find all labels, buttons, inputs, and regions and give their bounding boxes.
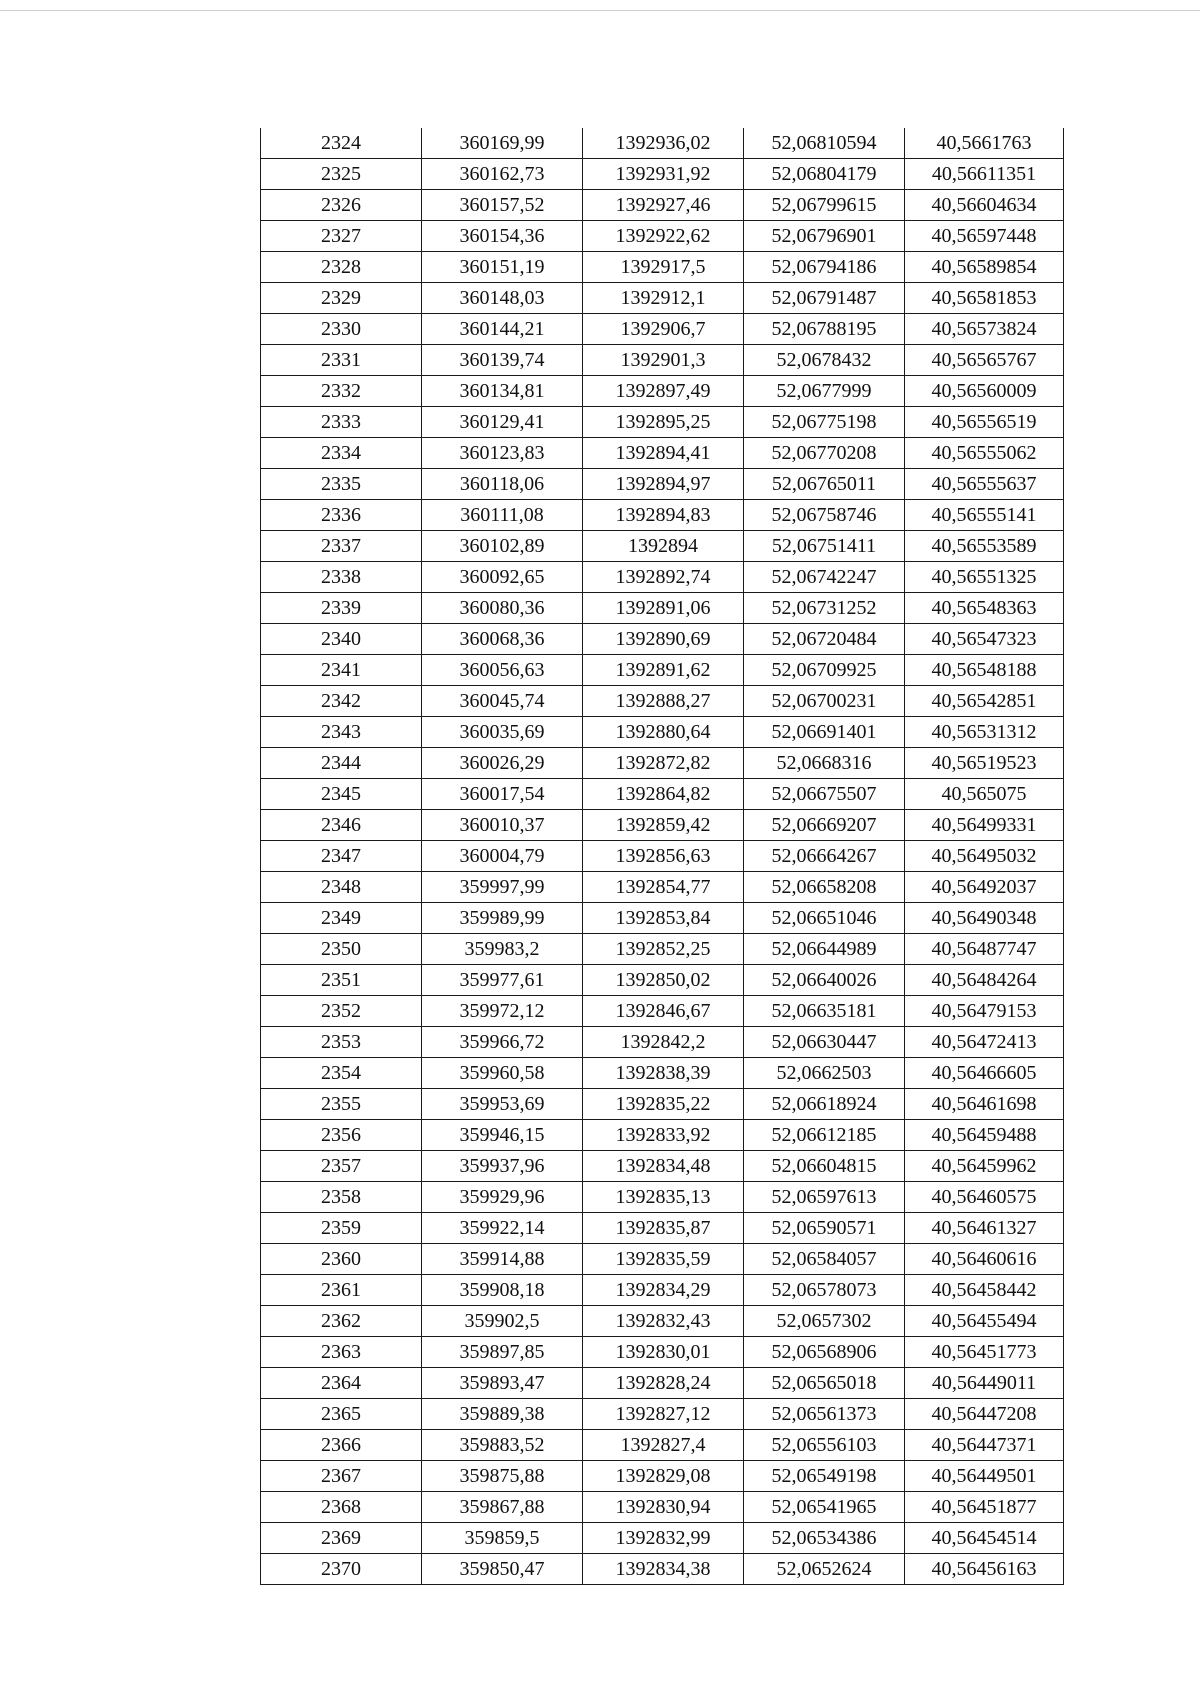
- longitude-cell: 40,56551325: [905, 562, 1064, 593]
- x-coordinate-cell: 359859,5: [422, 1523, 583, 1554]
- latitude-cell: 52,0668316: [744, 748, 905, 779]
- latitude-cell: 52,06700231: [744, 686, 905, 717]
- table-row: [261, 1492, 1064, 1523]
- longitude-cell: 40,56466605: [905, 1058, 1064, 1089]
- x-coordinate-cell: 359983,2: [422, 934, 583, 965]
- point-number-cell: 2338: [261, 562, 422, 593]
- table-row: [261, 996, 1064, 1027]
- y-coordinate-cell: 1392859,42: [583, 810, 744, 841]
- x-coordinate-cell: 360129,41: [422, 407, 583, 438]
- x-coordinate-cell: 360169,99: [422, 128, 583, 159]
- table-row: [261, 190, 1064, 221]
- y-coordinate-cell: 1392854,77: [583, 872, 744, 903]
- latitude-cell: 52,06765011: [744, 469, 905, 500]
- point-number-cell: 2340: [261, 624, 422, 655]
- point-number-cell: 2357: [261, 1151, 422, 1182]
- y-coordinate-cell: 1392827,12: [583, 1399, 744, 1430]
- latitude-cell: 52,06810594: [744, 128, 905, 159]
- longitude-cell: 40,56555141: [905, 500, 1064, 531]
- x-coordinate-cell: 360056,63: [422, 655, 583, 686]
- table-row: [261, 624, 1064, 655]
- point-number-cell: 2353: [261, 1027, 422, 1058]
- point-number-cell: 2342: [261, 686, 422, 717]
- x-coordinate-cell: 360139,74: [422, 345, 583, 376]
- x-coordinate-cell: 359977,61: [422, 965, 583, 996]
- y-coordinate-cell: 1392835,22: [583, 1089, 744, 1120]
- x-coordinate-cell: 359972,12: [422, 996, 583, 1027]
- y-coordinate-cell: 1392828,24: [583, 1368, 744, 1399]
- latitude-cell: 52,06788195: [744, 314, 905, 345]
- y-coordinate-cell: 1392890,69: [583, 624, 744, 655]
- latitude-cell: 52,0657302: [744, 1306, 905, 1337]
- point-number-cell: 2332: [261, 376, 422, 407]
- latitude-cell: 52,06658208: [744, 872, 905, 903]
- latitude-cell: 52,06541965: [744, 1492, 905, 1523]
- table-row: [261, 252, 1064, 283]
- y-coordinate-cell: 1392832,43: [583, 1306, 744, 1337]
- latitude-cell: 52,06691401: [744, 717, 905, 748]
- y-coordinate-cell: 1392835,59: [583, 1244, 744, 1275]
- table-row: [261, 221, 1064, 252]
- y-coordinate-cell: 1392894,41: [583, 438, 744, 469]
- y-coordinate-cell: 1392894,97: [583, 469, 744, 500]
- point-number-cell: 2359: [261, 1213, 422, 1244]
- latitude-cell: 52,06804179: [744, 159, 905, 190]
- x-coordinate-cell: 360134,81: [422, 376, 583, 407]
- point-number-cell: 2334: [261, 438, 422, 469]
- x-coordinate-cell: 359929,96: [422, 1182, 583, 1213]
- latitude-cell: 52,06775198: [744, 407, 905, 438]
- latitude-cell: 52,06584057: [744, 1244, 905, 1275]
- latitude-cell: 52,06675507: [744, 779, 905, 810]
- table-row: [261, 1554, 1064, 1585]
- x-coordinate-cell: 360151,19: [422, 252, 583, 283]
- longitude-cell: 40,56490348: [905, 903, 1064, 934]
- x-coordinate-cell: 360035,69: [422, 717, 583, 748]
- y-coordinate-cell: 1392835,87: [583, 1213, 744, 1244]
- y-coordinate-cell: 1392834,48: [583, 1151, 744, 1182]
- y-coordinate-cell: 1392838,39: [583, 1058, 744, 1089]
- longitude-cell: 40,56459962: [905, 1151, 1064, 1182]
- point-number-cell: 2366: [261, 1430, 422, 1461]
- x-coordinate-cell: 359937,96: [422, 1151, 583, 1182]
- y-coordinate-cell: 1392827,4: [583, 1430, 744, 1461]
- longitude-cell: 40,56548188: [905, 655, 1064, 686]
- longitude-cell: 40,56460616: [905, 1244, 1064, 1275]
- table-row: [261, 562, 1064, 593]
- longitude-cell: 40,56581853: [905, 283, 1064, 314]
- table-row: [261, 686, 1064, 717]
- longitude-cell: 40,56447208: [905, 1399, 1064, 1430]
- table-row: [261, 1244, 1064, 1275]
- y-coordinate-cell: 1392892,74: [583, 562, 744, 593]
- longitude-cell: 40,56460575: [905, 1182, 1064, 1213]
- point-number-cell: 2329: [261, 283, 422, 314]
- x-coordinate-cell: 359997,99: [422, 872, 583, 903]
- latitude-cell: 52,06644989: [744, 934, 905, 965]
- longitude-cell: 40,56499331: [905, 810, 1064, 841]
- x-coordinate-cell: 360157,52: [422, 190, 583, 221]
- latitude-cell: 52,0678432: [744, 345, 905, 376]
- point-number-cell: 2327: [261, 221, 422, 252]
- y-coordinate-cell: 1392853,84: [583, 903, 744, 934]
- table-row: [261, 345, 1064, 376]
- point-number-cell: 2333: [261, 407, 422, 438]
- y-coordinate-cell: 1392936,02: [583, 128, 744, 159]
- longitude-cell: 40,56484264: [905, 965, 1064, 996]
- latitude-cell: 52,06640026: [744, 965, 905, 996]
- point-number-cell: 2325: [261, 159, 422, 190]
- longitude-cell: 40,56495032: [905, 841, 1064, 872]
- latitude-cell: 52,06568906: [744, 1337, 905, 1368]
- longitude-cell: 40,56555062: [905, 438, 1064, 469]
- table-row: [261, 655, 1064, 686]
- y-coordinate-cell: 1392830,94: [583, 1492, 744, 1523]
- table-row: [261, 469, 1064, 500]
- table-row: [261, 779, 1064, 810]
- table-row: [261, 159, 1064, 190]
- longitude-cell: 40,56531312: [905, 717, 1064, 748]
- point-number-cell: 2368: [261, 1492, 422, 1523]
- point-number-cell: 2369: [261, 1523, 422, 1554]
- table-row: [261, 934, 1064, 965]
- latitude-cell: 52,06742247: [744, 562, 905, 593]
- latitude-cell: 52,06630447: [744, 1027, 905, 1058]
- y-coordinate-cell: 1392888,27: [583, 686, 744, 717]
- point-number-cell: 2347: [261, 841, 422, 872]
- x-coordinate-cell: 359922,14: [422, 1213, 583, 1244]
- latitude-cell: 52,06664267: [744, 841, 905, 872]
- point-number-cell: 2349: [261, 903, 422, 934]
- longitude-cell: 40,56573824: [905, 314, 1064, 345]
- y-coordinate-cell: 1392922,62: [583, 221, 744, 252]
- point-number-cell: 2350: [261, 934, 422, 965]
- x-coordinate-cell: 359960,58: [422, 1058, 583, 1089]
- longitude-cell: 40,56555637: [905, 469, 1064, 500]
- coordinates-table-body: [261, 128, 1064, 1585]
- longitude-cell: 40,56597448: [905, 221, 1064, 252]
- x-coordinate-cell: 359989,99: [422, 903, 583, 934]
- x-coordinate-cell: 359902,5: [422, 1306, 583, 1337]
- table-row: [261, 1523, 1064, 1554]
- y-coordinate-cell: 1392897,49: [583, 376, 744, 407]
- point-number-cell: 2324: [261, 128, 422, 159]
- y-coordinate-cell: 1392856,63: [583, 841, 744, 872]
- point-number-cell: 2337: [261, 531, 422, 562]
- longitude-cell: 40,56451877: [905, 1492, 1064, 1523]
- x-coordinate-cell: 360092,65: [422, 562, 583, 593]
- longitude-cell: 40,56519523: [905, 748, 1064, 779]
- longitude-cell: 40,56447371: [905, 1430, 1064, 1461]
- point-number-cell: 2336: [261, 500, 422, 531]
- y-coordinate-cell: 1392864,82: [583, 779, 744, 810]
- longitude-cell: 40,56589854: [905, 252, 1064, 283]
- latitude-cell: 52,06791487: [744, 283, 905, 314]
- x-coordinate-cell: 359883,52: [422, 1430, 583, 1461]
- table-row: [261, 1089, 1064, 1120]
- point-number-cell: 2348: [261, 872, 422, 903]
- latitude-cell: 52,0662503: [744, 1058, 905, 1089]
- latitude-cell: 52,06561373: [744, 1399, 905, 1430]
- point-number-cell: 2343: [261, 717, 422, 748]
- x-coordinate-cell: 359893,47: [422, 1368, 583, 1399]
- table-row: [261, 1182, 1064, 1213]
- y-coordinate-cell: 1392850,02: [583, 965, 744, 996]
- x-coordinate-cell: 359914,88: [422, 1244, 583, 1275]
- x-coordinate-cell: 360123,83: [422, 438, 583, 469]
- x-coordinate-cell: 360010,37: [422, 810, 583, 841]
- latitude-cell: 52,06720484: [744, 624, 905, 655]
- longitude-cell: 40,56542851: [905, 686, 1064, 717]
- longitude-cell: 40,56487747: [905, 934, 1064, 965]
- x-coordinate-cell: 359889,38: [422, 1399, 583, 1430]
- longitude-cell: 40,56611351: [905, 159, 1064, 190]
- longitude-cell: 40,56565767: [905, 345, 1064, 376]
- y-coordinate-cell: 1392891,06: [583, 593, 744, 624]
- point-number-cell: 2355: [261, 1089, 422, 1120]
- point-number-cell: 2330: [261, 314, 422, 345]
- point-number-cell: 2341: [261, 655, 422, 686]
- table-row: [261, 376, 1064, 407]
- longitude-cell: 40,56560009: [905, 376, 1064, 407]
- point-number-cell: 2361: [261, 1275, 422, 1306]
- x-coordinate-cell: 360004,79: [422, 841, 583, 872]
- x-coordinate-cell: 359908,18: [422, 1275, 583, 1306]
- y-coordinate-cell: 1392912,1: [583, 283, 744, 314]
- point-number-cell: 2352: [261, 996, 422, 1027]
- y-coordinate-cell: 1392894,83: [583, 500, 744, 531]
- y-coordinate-cell: 1392872,82: [583, 748, 744, 779]
- y-coordinate-cell: 1392895,25: [583, 407, 744, 438]
- table-row: [261, 314, 1064, 345]
- x-coordinate-cell: 360102,89: [422, 531, 583, 562]
- longitude-cell: 40,56553589: [905, 531, 1064, 562]
- table-row: [261, 1213, 1064, 1244]
- latitude-cell: 52,06534386: [744, 1523, 905, 1554]
- x-coordinate-cell: 359946,15: [422, 1120, 583, 1151]
- longitude-cell: 40,56472413: [905, 1027, 1064, 1058]
- longitude-cell: 40,56451773: [905, 1337, 1064, 1368]
- x-coordinate-cell: 360144,21: [422, 314, 583, 345]
- longitude-cell: 40,5661763: [905, 128, 1064, 159]
- point-number-cell: 2345: [261, 779, 422, 810]
- latitude-cell: 52,06799615: [744, 190, 905, 221]
- table-row: [261, 1306, 1064, 1337]
- x-coordinate-cell: 359897,85: [422, 1337, 583, 1368]
- latitude-cell: 52,06635181: [744, 996, 905, 1027]
- point-number-cell: 2356: [261, 1120, 422, 1151]
- longitude-cell: 40,565075: [905, 779, 1064, 810]
- longitude-cell: 40,56492037: [905, 872, 1064, 903]
- longitude-cell: 40,56479153: [905, 996, 1064, 1027]
- longitude-cell: 40,56458442: [905, 1275, 1064, 1306]
- table-row: [261, 407, 1064, 438]
- point-number-cell: 2331: [261, 345, 422, 376]
- x-coordinate-cell: 360068,36: [422, 624, 583, 655]
- latitude-cell: 52,0652624: [744, 1554, 905, 1585]
- latitude-cell: 52,06731252: [744, 593, 905, 624]
- y-coordinate-cell: 1392906,7: [583, 314, 744, 345]
- latitude-cell: 52,06758746: [744, 500, 905, 531]
- y-coordinate-cell: 1392834,38: [583, 1554, 744, 1585]
- x-coordinate-cell: 359953,69: [422, 1089, 583, 1120]
- longitude-cell: 40,56449501: [905, 1461, 1064, 1492]
- scan-edge-line: [0, 10, 1200, 11]
- y-coordinate-cell: 1392917,5: [583, 252, 744, 283]
- x-coordinate-cell: 360148,03: [422, 283, 583, 314]
- latitude-cell: 52,06770208: [744, 438, 905, 469]
- point-number-cell: 2326: [261, 190, 422, 221]
- point-number-cell: 2358: [261, 1182, 422, 1213]
- table-row: [261, 1151, 1064, 1182]
- y-coordinate-cell: 1392835,13: [583, 1182, 744, 1213]
- x-coordinate-cell: 360080,36: [422, 593, 583, 624]
- y-coordinate-cell: 1392927,46: [583, 190, 744, 221]
- table-row: [261, 531, 1064, 562]
- x-coordinate-cell: 360045,74: [422, 686, 583, 717]
- longitude-cell: 40,56556519: [905, 407, 1064, 438]
- longitude-cell: 40,56604634: [905, 190, 1064, 221]
- latitude-cell: 52,06565018: [744, 1368, 905, 1399]
- point-number-cell: 2354: [261, 1058, 422, 1089]
- longitude-cell: 40,56456163: [905, 1554, 1064, 1585]
- point-number-cell: 2339: [261, 593, 422, 624]
- table-row: [261, 872, 1064, 903]
- table-row: [261, 1027, 1064, 1058]
- latitude-cell: 52,06556103: [744, 1430, 905, 1461]
- x-coordinate-cell: 360118,06: [422, 469, 583, 500]
- latitude-cell: 52,06709925: [744, 655, 905, 686]
- point-number-cell: 2344: [261, 748, 422, 779]
- x-coordinate-cell: 359875,88: [422, 1461, 583, 1492]
- x-coordinate-cell: 359867,88: [422, 1492, 583, 1523]
- point-number-cell: 2367: [261, 1461, 422, 1492]
- latitude-cell: 52,06669207: [744, 810, 905, 841]
- table-row: [261, 1399, 1064, 1430]
- longitude-cell: 40,56461698: [905, 1089, 1064, 1120]
- point-number-cell: 2360: [261, 1244, 422, 1275]
- y-coordinate-cell: 1392901,3: [583, 345, 744, 376]
- y-coordinate-cell: 1392833,92: [583, 1120, 744, 1151]
- x-coordinate-cell: 359966,72: [422, 1027, 583, 1058]
- latitude-cell: 52,06796901: [744, 221, 905, 252]
- table-row: [261, 438, 1064, 469]
- table-row: [261, 1461, 1064, 1492]
- latitude-cell: 52,0677999: [744, 376, 905, 407]
- y-coordinate-cell: 1392880,64: [583, 717, 744, 748]
- x-coordinate-cell: 360162,73: [422, 159, 583, 190]
- table-row: [261, 500, 1064, 531]
- y-coordinate-cell: 1392834,29: [583, 1275, 744, 1306]
- y-coordinate-cell: 1392894: [583, 531, 744, 562]
- x-coordinate-cell: 360017,54: [422, 779, 583, 810]
- y-coordinate-cell: 1392891,62: [583, 655, 744, 686]
- longitude-cell: 40,56449011: [905, 1368, 1064, 1399]
- table-row: [261, 717, 1064, 748]
- table-row: [261, 748, 1064, 779]
- longitude-cell: 40,56547323: [905, 624, 1064, 655]
- table-row: [261, 1337, 1064, 1368]
- table-row: [261, 1430, 1064, 1461]
- latitude-cell: 52,06578073: [744, 1275, 905, 1306]
- x-coordinate-cell: 360026,29: [422, 748, 583, 779]
- latitude-cell: 52,06604815: [744, 1151, 905, 1182]
- table-row: [261, 1368, 1064, 1399]
- y-coordinate-cell: 1392846,67: [583, 996, 744, 1027]
- point-number-cell: 2365: [261, 1399, 422, 1430]
- y-coordinate-cell: 1392852,25: [583, 934, 744, 965]
- table-row: [261, 283, 1064, 314]
- longitude-cell: 40,56548363: [905, 593, 1064, 624]
- table-row: [261, 1275, 1064, 1306]
- y-coordinate-cell: 1392829,08: [583, 1461, 744, 1492]
- latitude-cell: 52,06597613: [744, 1182, 905, 1213]
- latitude-cell: 52,06651046: [744, 903, 905, 934]
- table-row: [261, 1120, 1064, 1151]
- table-row: [261, 965, 1064, 996]
- latitude-cell: 52,06549198: [744, 1461, 905, 1492]
- longitude-cell: 40,56459488: [905, 1120, 1064, 1151]
- table-row: [261, 593, 1064, 624]
- point-number-cell: 2363: [261, 1337, 422, 1368]
- longitude-cell: 40,56454514: [905, 1523, 1064, 1554]
- point-number-cell: 2351: [261, 965, 422, 996]
- point-number-cell: 2364: [261, 1368, 422, 1399]
- point-number-cell: 2346: [261, 810, 422, 841]
- y-coordinate-cell: 1392832,99: [583, 1523, 744, 1554]
- latitude-cell: 52,06612185: [744, 1120, 905, 1151]
- table-row: [261, 128, 1064, 159]
- y-coordinate-cell: 1392842,2: [583, 1027, 744, 1058]
- table-row: [261, 903, 1064, 934]
- table-row: [261, 841, 1064, 872]
- latitude-cell: 52,06794186: [744, 252, 905, 283]
- x-coordinate-cell: 360111,08: [422, 500, 583, 531]
- point-number-cell: 2328: [261, 252, 422, 283]
- point-number-cell: 2362: [261, 1306, 422, 1337]
- latitude-cell: 52,06590571: [744, 1213, 905, 1244]
- y-coordinate-cell: 1392830,01: [583, 1337, 744, 1368]
- table-row: [261, 1058, 1064, 1089]
- latitude-cell: 52,06618924: [744, 1089, 905, 1120]
- point-number-cell: 2370: [261, 1554, 422, 1585]
- longitude-cell: 40,56461327: [905, 1213, 1064, 1244]
- point-number-cell: 2335: [261, 469, 422, 500]
- table-row: [261, 810, 1064, 841]
- x-coordinate-cell: 359850,47: [422, 1554, 583, 1585]
- longitude-cell: 40,56455494: [905, 1306, 1064, 1337]
- x-coordinate-cell: 360154,36: [422, 221, 583, 252]
- latitude-cell: 52,06751411: [744, 531, 905, 562]
- coordinates-table: [260, 128, 1064, 1585]
- y-coordinate-cell: 1392931,92: [583, 159, 744, 190]
